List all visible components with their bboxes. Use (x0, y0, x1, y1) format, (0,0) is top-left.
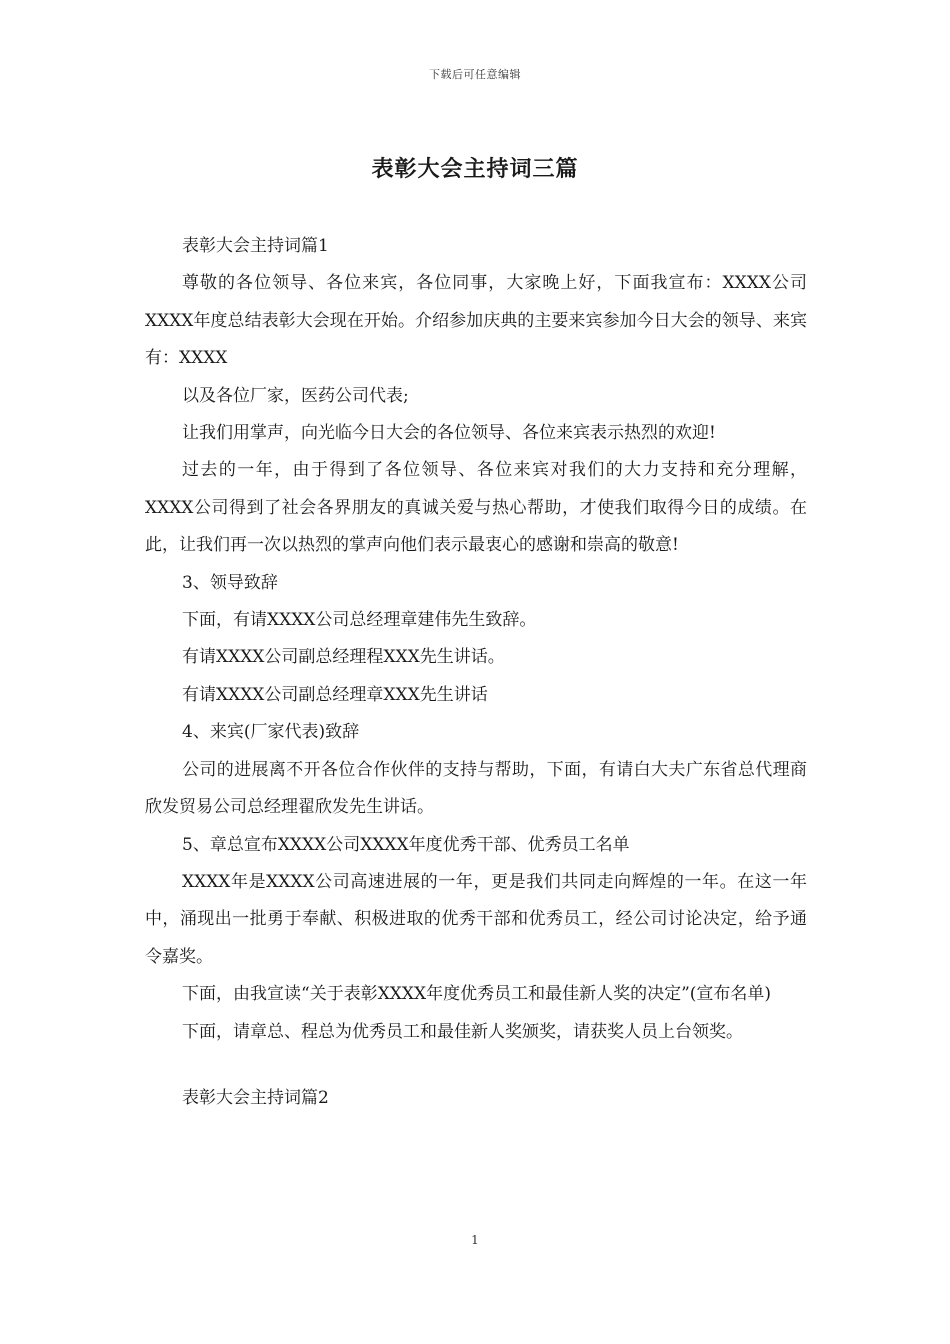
paragraph: 让我们用掌声，向光临今日大会的各位领导、各位来宾表示热烈的欢迎! (182, 423, 716, 444)
paragraph: 有请XXXX公司副总经理程XXX先生讲话。 (182, 647, 505, 668)
page-header-note: 下载后可任意编辑 (429, 68, 521, 81)
paragraph: 下面，请章总、程总为优秀员工和最佳新人奖颁奖，请获奖人员上台领奖。 (182, 1021, 743, 1042)
paragraph: 有请XXXX公司副总经理章XXX先生讲话 (182, 684, 488, 705)
paragraph: 尊敬的各位领导、各位来宾，各位同事，大家晚上好，下面我宣布：XXXX公司XXXX年度总结表彰大会现在开始。介绍参加庆典的主要来宾参加今日大会的领导、来宾有：XXXX (145, 273, 807, 369)
document-body (145, 228, 807, 1117)
paragraph: XXXX年是XXXX公司高速进展的一年，更是我们共同走向辉煌的一年。在这一年中，涌现出一批勇于奉献、积极进取的优秀干部和优秀员工，经公司讨论决定，给予通令嘉奖。 (145, 871, 807, 967)
item-heading: 3、领导致辞 (182, 572, 278, 593)
paragraph: 下面，由我宣读“关于表彰XXXX年度优秀员工和最佳新人奖的决定”(宣布名单) (182, 984, 772, 1005)
document-title: 表彰大会主持词三篇 (371, 156, 579, 182)
item-heading: 4、来宾(厂家代表)致辞 (182, 722, 360, 743)
paragraph: 以及各位厂家，医药公司代表; (182, 385, 409, 406)
page-number: 1 (471, 1233, 479, 1247)
paragraph: 过去的一年，由于得到了各位领导、各位来宾对我们的大力支持和充分理解，XXXX公司得到了社会各界朋友的真诚关爱与热心帮助，才使我们取得今日的成绩。在此，让我们再一次以热烈的掌声向他们表示最衷心的感谢和崇高的敬意! (145, 460, 807, 556)
paragraph: 下面，有请XXXX公司总经理章建伟先生致辞。 (182, 610, 537, 631)
paragraph: 公司的进展离不开各位合作伙伴的支持与帮助，下面，有请白大夫广东省总代理商欣发贸易公司总经理翟欣发先生讲话。 (145, 759, 807, 818)
section-heading-2: 表彰大会主持词篇2 (182, 1087, 329, 1108)
item-heading: 5、章总宣布XXXX公司XXXX年度优秀干部、优秀员工名单 (182, 834, 630, 855)
section-heading-1: 表彰大会主持词篇1 (182, 236, 329, 256)
